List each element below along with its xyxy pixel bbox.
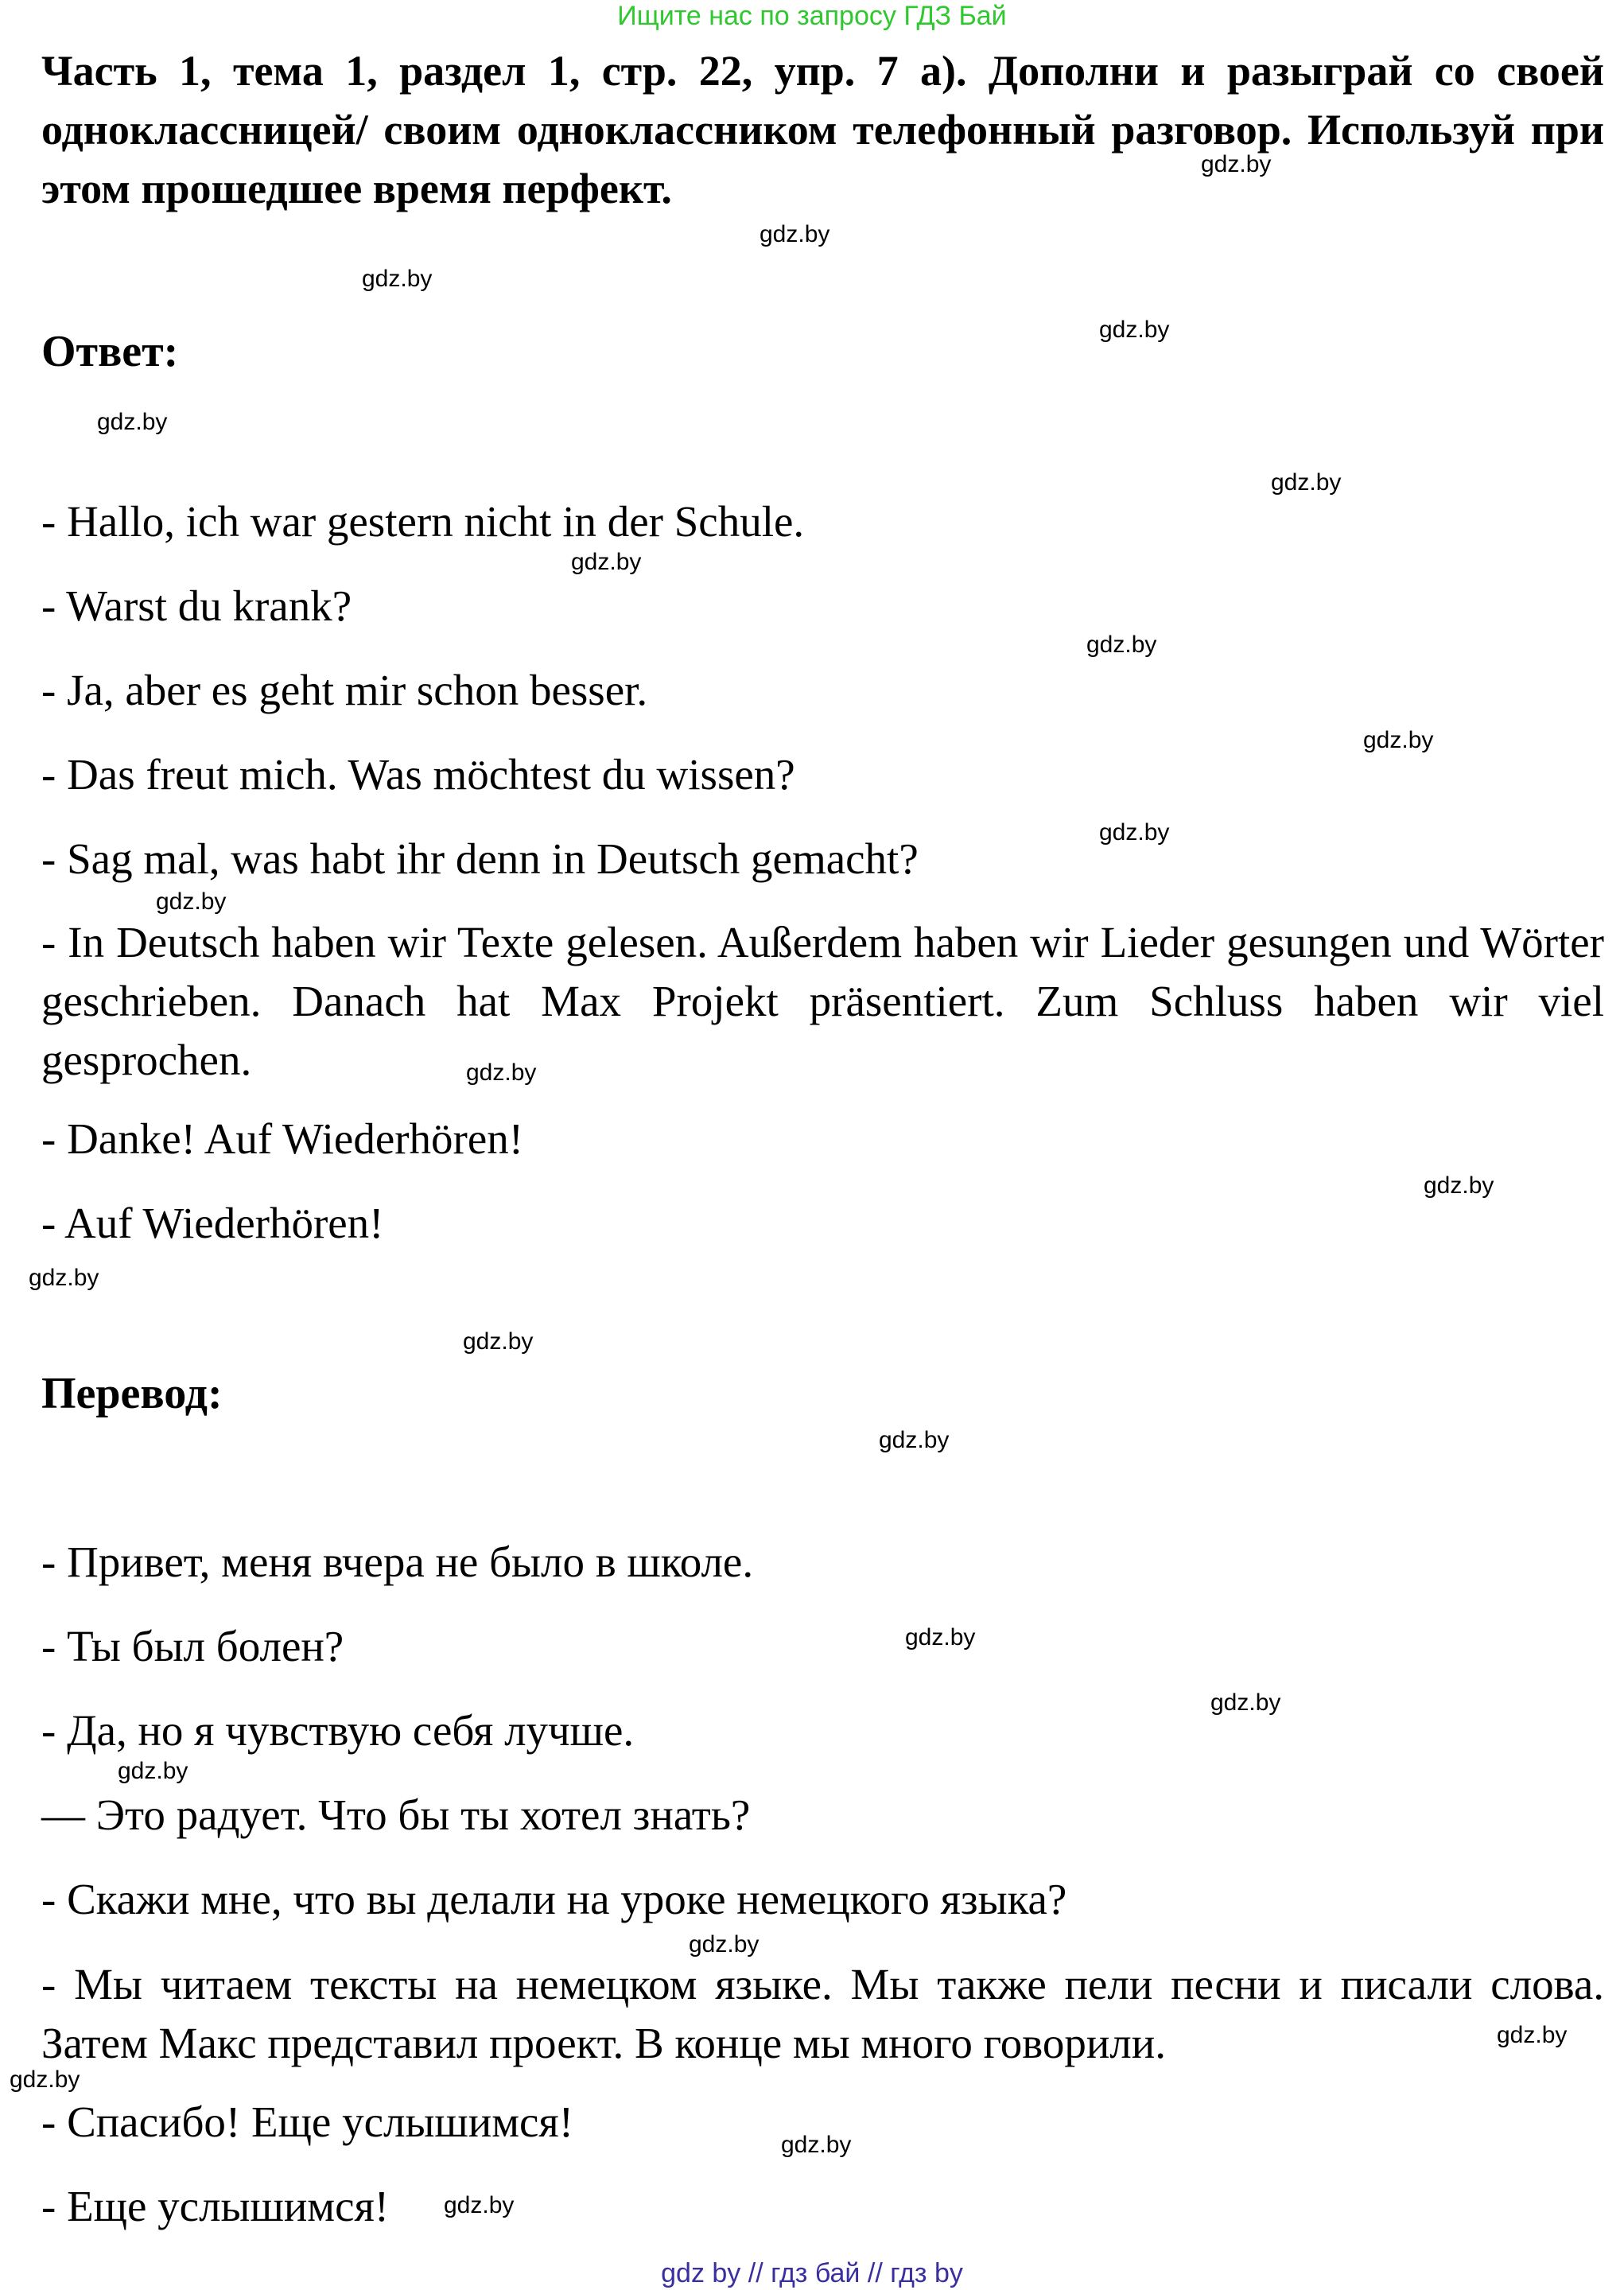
watermark: gdz.by — [905, 1624, 976, 1650]
watermark: gdz.by — [760, 221, 830, 247]
watermark: gdz.by — [1271, 469, 1342, 496]
translation-paragraph: - Мы читаем тексты на немецком языке. Мы также пели песни и писали слова. Затем Макс представил проект. В конце мы много говорили. — [41, 1960, 1604, 2067]
answer-line: - Sag mal, was habt ihr denn in Deutsch gemacht? — [41, 834, 919, 883]
watermark: gdz.by — [463, 1328, 534, 1355]
watermark: gdz.by — [10, 2066, 80, 2093]
translation-line: - Привет, меня вчера не было в школе. — [41, 1538, 754, 1586]
answer-line: - Warst du krank? — [41, 581, 352, 630]
watermark: gdz.by — [362, 266, 433, 292]
answer-paragraph: - In Deutsch haben wir Texte gelesen. Außerdem haben wir Lieder gesungen und Wörter geschrieben. Danach hat Max Projekt präsentiert. Zum Schluss haben wir viel gesprochen. — [41, 918, 1604, 1084]
watermark: gdz.by — [879, 1427, 950, 1453]
watermark: gdz.by — [118, 1758, 188, 1784]
watermark: gdz.by — [1099, 819, 1170, 846]
answer-line: - Auf Wiederhören! — [41, 1199, 384, 1247]
translation-line: - Еще услышимся! — [41, 2182, 390, 2230]
watermark: gdz.by — [444, 2192, 515, 2218]
watermark: gdz.by — [689, 1931, 760, 1958]
watermark: gdz.by — [97, 409, 168, 435]
answer-line: - Hallo, ich war gestern nicht in der Schule. — [41, 497, 805, 546]
watermark: gdz.by — [1210, 1689, 1281, 1716]
translation-line: — Это радует. Что бы ты хотел знать? — [41, 1790, 751, 1839]
translation-line: - Скажи мне, что вы делали на уроке немецкого языка? — [41, 1875, 1067, 1923]
task-statement: Часть 1, тема 1, раздел 1, стр. 22, упр. 7 а). Дополни и разыграй со своей одноклассницей/ своим одноклассником телефонный разговор. Используй при этом прошедшее время перфект. — [41, 47, 1604, 212]
watermark: gdz.by — [1363, 727, 1434, 753]
watermark: gdz.by — [1497, 2022, 1568, 2048]
answer-line: - Danke! Auf Wiederhören! — [41, 1114, 524, 1163]
answer-heading: Ответ: — [41, 327, 179, 376]
watermark: gdz.by — [466, 1059, 537, 1086]
top-banner[interactable]: Ищите нас по запросу ГДЗ Бай — [617, 1, 1007, 31]
answer-line: - Ja, aber es geht mir schon besser. — [41, 666, 648, 714]
watermark: gdz.by — [156, 888, 227, 915]
watermark: gdz.by — [571, 549, 642, 575]
answer-line: - Das freut mich. Was möchtest du wissen? — [41, 750, 795, 799]
watermark: gdz.by — [1424, 1172, 1494, 1199]
watermark: gdz.by — [1086, 632, 1157, 658]
translation-line: - Спасибо! Еще услышимся! — [41, 2098, 574, 2146]
translation-line: - Ты был болен? — [41, 1622, 344, 1670]
watermark: gdz.by — [781, 2132, 852, 2158]
watermark: gdz.by — [29, 1265, 99, 1291]
translation-heading: Перевод: — [41, 1369, 223, 1418]
watermark: gdz.by — [1099, 317, 1170, 343]
translation-line: - Да, но я чувствую себя лучше. — [41, 1706, 635, 1755]
watermark: gdz.by — [1201, 151, 1272, 177]
footer-links[interactable]: gdz by // гдз бай // гдз by — [661, 2258, 963, 2288]
